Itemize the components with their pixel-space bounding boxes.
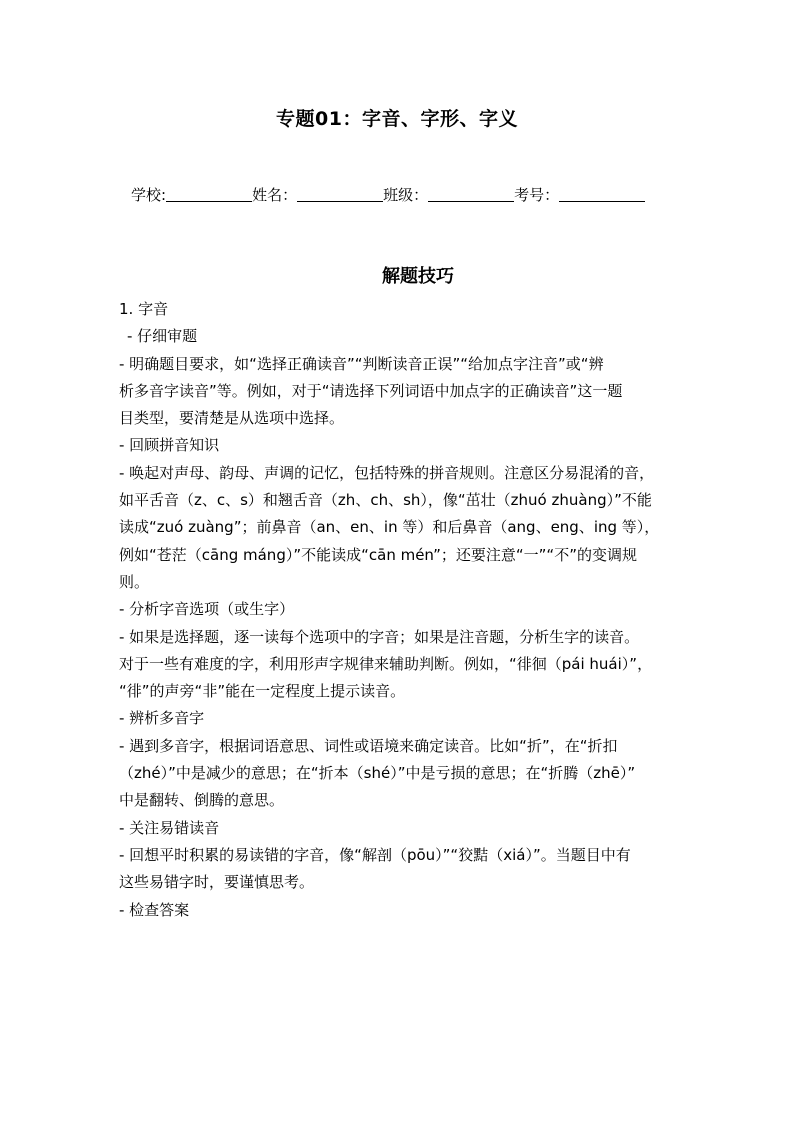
body-line: 对于一些有难度的字，利用形声字规律来辅助判断。例如，“徘徊（pái huái）”， — [119, 654, 653, 673]
document-title: 专题01：字音、字形、字义 — [276, 108, 518, 130]
body-line: - 回顾拼音知识 — [119, 436, 220, 455]
body-line: 例如“苍茫（cāng máng）”不能读成“cān mén”；还要注意“一”“不”的变调规 — [119, 545, 637, 564]
body-line: 如平舌音（z、c、s）和翘舌音（zh、ch、sh），像“茁壮（zhuó zhuàng）”不能 — [119, 491, 652, 510]
name-blank[interactable] — [297, 185, 383, 202]
body-line: - 明确题目要求，如“选择正确读音”“判断读音正误”“给加点字注音”或“辨 — [119, 354, 604, 373]
school-blank[interactable] — [166, 185, 252, 202]
body-line: - 关注易错读音 — [119, 818, 220, 837]
body-line: 这些易错字时，要谨慎思考。 — [119, 873, 315, 892]
body-line: - 唤起对声母、韵母、声调的记忆，包括特殊的拼音规则。注意区分易混淆的音， — [119, 463, 655, 482]
section-title: 解题技巧 — [382, 266, 454, 287]
name-label: 姓名： — [252, 186, 298, 204]
body-line: - 检查答案 — [119, 900, 190, 919]
body-line: 读成“zuó zuàng”；前鼻音（an、en、in 等）和后鼻音（ang、eng、ing 等）， — [119, 518, 660, 537]
body-line: - 如果是选择题，逐一读每个选项中的字音；如果是注音题，分析生字的读音。 — [119, 627, 640, 646]
body-line: 目类型，要清楚是从选项中选择。 — [119, 409, 345, 428]
document-body — [119, 296, 679, 924]
body-line: - 仔细审题 — [127, 327, 198, 346]
body-line: - 辨析多音字 — [119, 709, 205, 728]
body-line: “徘”的声旁“非”能在一定程度上提示读音。 — [119, 682, 406, 701]
school-label: 学校: — [131, 186, 167, 204]
class-label: 班级： — [383, 186, 429, 204]
exam-number-blank[interactable] — [559, 185, 645, 202]
body-line: 1. 字音 — [119, 300, 169, 318]
body-line: - 分析字音选项（或生字） — [119, 600, 295, 619]
student-info-row — [131, 184, 645, 205]
class-blank[interactable] — [428, 185, 514, 202]
body-line: 中是翻转、倒腾的意思。 — [119, 791, 285, 810]
exam-number-label: 考号： — [514, 186, 560, 204]
body-line: - 遇到多音字，根据词语意思、词性或语境来确定读音。比如“折”，在“折扣 — [119, 736, 618, 755]
body-line: 析多音字读音”等。例如，对于“请选择下列词语中加点字的正确读音”这一题 — [119, 381, 623, 400]
body-line: - 回想平时积累的易读错的字音，像“解剖（pōu）”“狡黠（xiá）”。当题目中有 — [119, 845, 631, 864]
body-line: （zhé）”中是减少的意思；在“折本（shé）”中是亏损的意思；在“折腾（zhē）” — [119, 764, 636, 783]
body-line: 则。 — [119, 572, 150, 591]
